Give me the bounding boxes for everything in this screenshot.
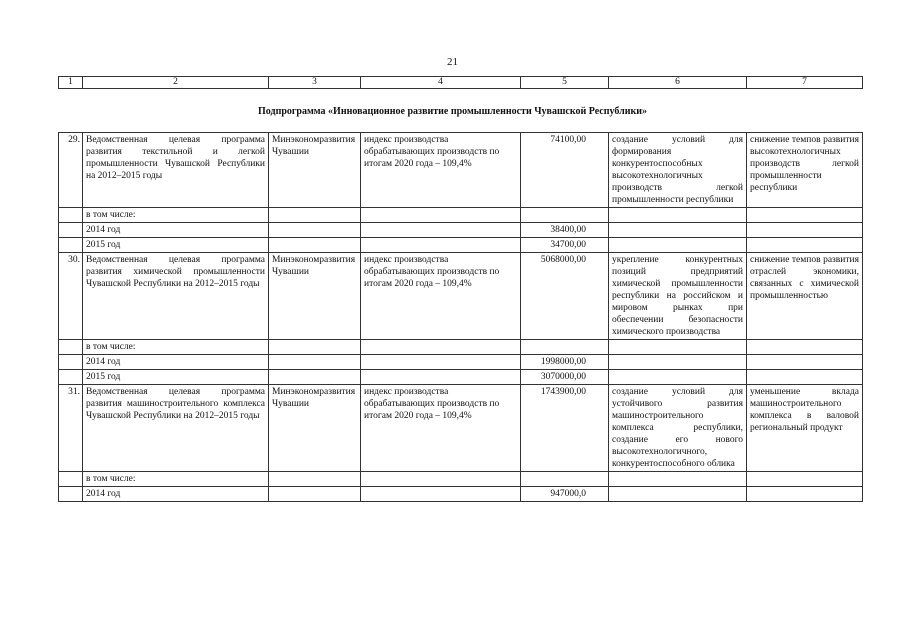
year-amount: 38400,00	[521, 223, 609, 238]
year-amount: 3070000,00	[521, 370, 609, 385]
executor: Минэкономразвития Чувашии	[269, 385, 361, 472]
year-label: 2014 год	[83, 487, 269, 502]
program-name: Ведомственная целевая программа развития текстильной и легкой промышленности Чувашской Республики на 2012–2015 годы	[83, 133, 269, 208]
entry-number: 29.	[59, 133, 83, 208]
program-name: Ведомственная целевая программа развития машиностроительного комплекса Чувашской Республики на 2012–2015 годы	[83, 385, 269, 472]
table-row	[59, 238, 863, 253]
table-row	[59, 253, 863, 340]
table-row	[59, 133, 863, 208]
year-amount: 947000,0	[521, 487, 609, 502]
table-row	[59, 370, 863, 385]
column-header-4: 4	[361, 77, 521, 89]
column-header-3: 3	[269, 77, 361, 89]
column-header-6: 6	[609, 77, 747, 89]
program-name: Ведомственная целевая программа развития химической промышленности Чувашской Республики на 2012–2015 годы	[83, 253, 269, 340]
funding-amount: 1743900,00	[521, 385, 609, 472]
including-label: в том числе:	[83, 340, 269, 355]
entry-number: 31.	[59, 385, 83, 472]
column-header-1: 1	[59, 77, 83, 89]
expected-effect: укрепление конкурентных позиций предприятий химической промышленности республики на российском и мировом рынках при обеспечении безопасности химического производства	[609, 253, 747, 340]
executor: Минэкономразвития Чувашии	[269, 133, 361, 208]
column-header-5: 5	[521, 77, 609, 89]
column-header-row	[59, 77, 863, 89]
column-header-2: 2	[83, 77, 269, 89]
year-label: 2014 год	[83, 355, 269, 370]
table-row	[59, 385, 863, 472]
year-label: 2015 год	[83, 238, 269, 253]
year-amount: 34700,00	[521, 238, 609, 253]
table-row	[59, 472, 863, 487]
funding-amount: 5068000,00	[521, 253, 609, 340]
page-number: 21	[447, 56, 458, 68]
executor: Минэкономразвития Чувашии	[269, 253, 361, 340]
risk-consequence: уменьшение вклада машиностроительного комплекса в валовой региональный продукт	[747, 385, 863, 472]
table-row	[59, 355, 863, 370]
table-row	[59, 223, 863, 238]
risk-consequence: снижение темпов развития отраслей экономики, связанных с химической промышленностью	[747, 253, 863, 340]
risk-consequence: снижение темпов развития высокотехнологичных производств легкой промышленности республики	[747, 133, 863, 208]
funding-amount: 74100,00	[521, 133, 609, 208]
expected-effect: создание условий для формирования конкурентоспособных высокотехнологичных производств легкой промышленности республики	[609, 133, 747, 208]
year-label: 2015 год	[83, 370, 269, 385]
table-row	[59, 340, 863, 355]
target-indicator: индекс производства обрабатывающих производств по итогам 2020 года – 109,4%	[361, 133, 521, 208]
year-label: 2014 год	[83, 223, 269, 238]
table-row	[59, 487, 863, 502]
column-header-table	[58, 76, 863, 89]
subprogram-title: Подпрограмма «Инновационное развитие промышленности Чувашской Республики»	[258, 106, 647, 117]
including-label: в том числе:	[83, 472, 269, 487]
target-indicator: индекс производства обрабатывающих производств по итогам 2020 года – 109,4%	[361, 253, 521, 340]
target-indicator: индекс производства обрабатывающих производств по итогам 2020 года – 109,4%	[361, 385, 521, 472]
entry-number: 30.	[59, 253, 83, 340]
table-row	[59, 208, 863, 223]
program-table	[58, 132, 863, 502]
column-header-7: 7	[747, 77, 863, 89]
expected-effect: создание условий для устойчивого развития машиностроительного комплекса республики, создание его нового высокотехнологичного, конкурентоспособного облика	[609, 385, 747, 472]
including-label: в том числе:	[83, 208, 269, 223]
year-amount: 1998000,00	[521, 355, 609, 370]
